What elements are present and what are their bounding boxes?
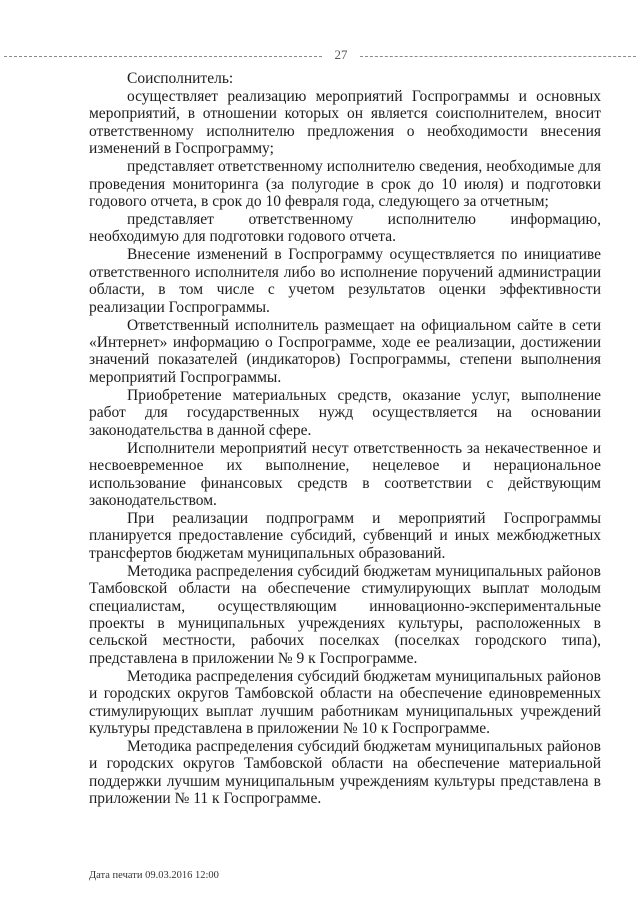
page-number: 27 <box>334 47 348 62</box>
paragraph-coexecutor-duty-annual-report: представляет ответственному исполнителю информацию, необходимую для подготовки годового отчета. <box>89 211 601 246</box>
paragraph-coexecutor-duty-monitoring: представляет ответственному исполнителю сведения, необходимые для проведения мониторинга (за полугодие в срок до 10 июля) и подготовки годового отчета, в срок до 10 февраля года, следующего за отчетным; <box>89 158 601 211</box>
paragraph-program-changes: Внесение изменений в Госпрограмму осуществляется по инициативе ответственного исполнителя либо во исполнение поручений администрации области, в том числе с учетом результатов оценки эффективности реализации Госпрограммы. <box>89 246 601 316</box>
document-body <box>89 70 601 808</box>
print-date: Дата печати 09.03.2016 12:00 <box>89 870 219 881</box>
paragraph-internet-publication: Ответственный исполнитель размещает на официальном сайте в сети «Интернет» информацию о Госпрограмме, ходе ее реализации, достижении значений показателей (индикаторов) Госпрограммы, степени выполнения мероприятий Госпрограммы. <box>89 316 601 386</box>
paragraph-methodology-young-specialists: Методика распределения субсидий бюджетам муниципальных районов Тамбовской области на обеспечение стимулирующих выплат молодым специалистам, осуществляющим инновационно-экспериментальные проекты в муниципальных учреждениях культуры, расположенных в сельской местности, рабочих поселках (поселках городского типа), представлена в приложении № 9 к Госпрограмме. <box>89 562 601 667</box>
paragraph-subsidies: При реализации подпрограмм и мероприятий Госпрограммы планируется предоставление субсидий, субвенций и иных межбюджетных трансфертов бюджетам муниципальных образований. <box>89 509 601 562</box>
header-rule-right <box>360 56 636 57</box>
paragraph-responsibility: Исполнители мероприятий несут ответственность за некачественное и несвоевременное их выполнение, нецелевое и нерациональное использование финансовых средств в соответствии с действующим законодательством. <box>89 439 601 509</box>
paragraph-procurement: Приобретение материальных средств, оказание услуг, выполнение работ для государственных нужд осуществляется на основании законодательства в данной сфере. <box>89 386 601 439</box>
header-rule-left <box>4 56 322 57</box>
paragraph-coexecutor-duty-implementation: осуществляет реализацию мероприятий Госпрограммы и основных мероприятий, в отношении которых он является соисполнителем, вносит ответственному исполнителю предложения о необходимости внесения изменений в Госпрограмму; <box>89 88 601 158</box>
paragraph-coexecutor-heading: Соисполнитель: <box>127 70 234 87</box>
paragraph-methodology-best-workers: Методика распределения субсидий бюджетам муниципальных районов и городских округов Тамбовской области на обеспечение единовременных стимулирующих выплат лучшим работникам муниципальных учреждений культуры представлена в приложении № 10 к Госпрограмме. <box>89 667 601 737</box>
paragraph-methodology-best-institutions: Методика распределения субсидий бюджетам муниципальных районов и городских округов Тамбовской области на обеспечение материальной поддержки лучшим муниципальным учреждениям культуры представлена в приложении № 11 к Госпрограмме. <box>89 737 601 808</box>
